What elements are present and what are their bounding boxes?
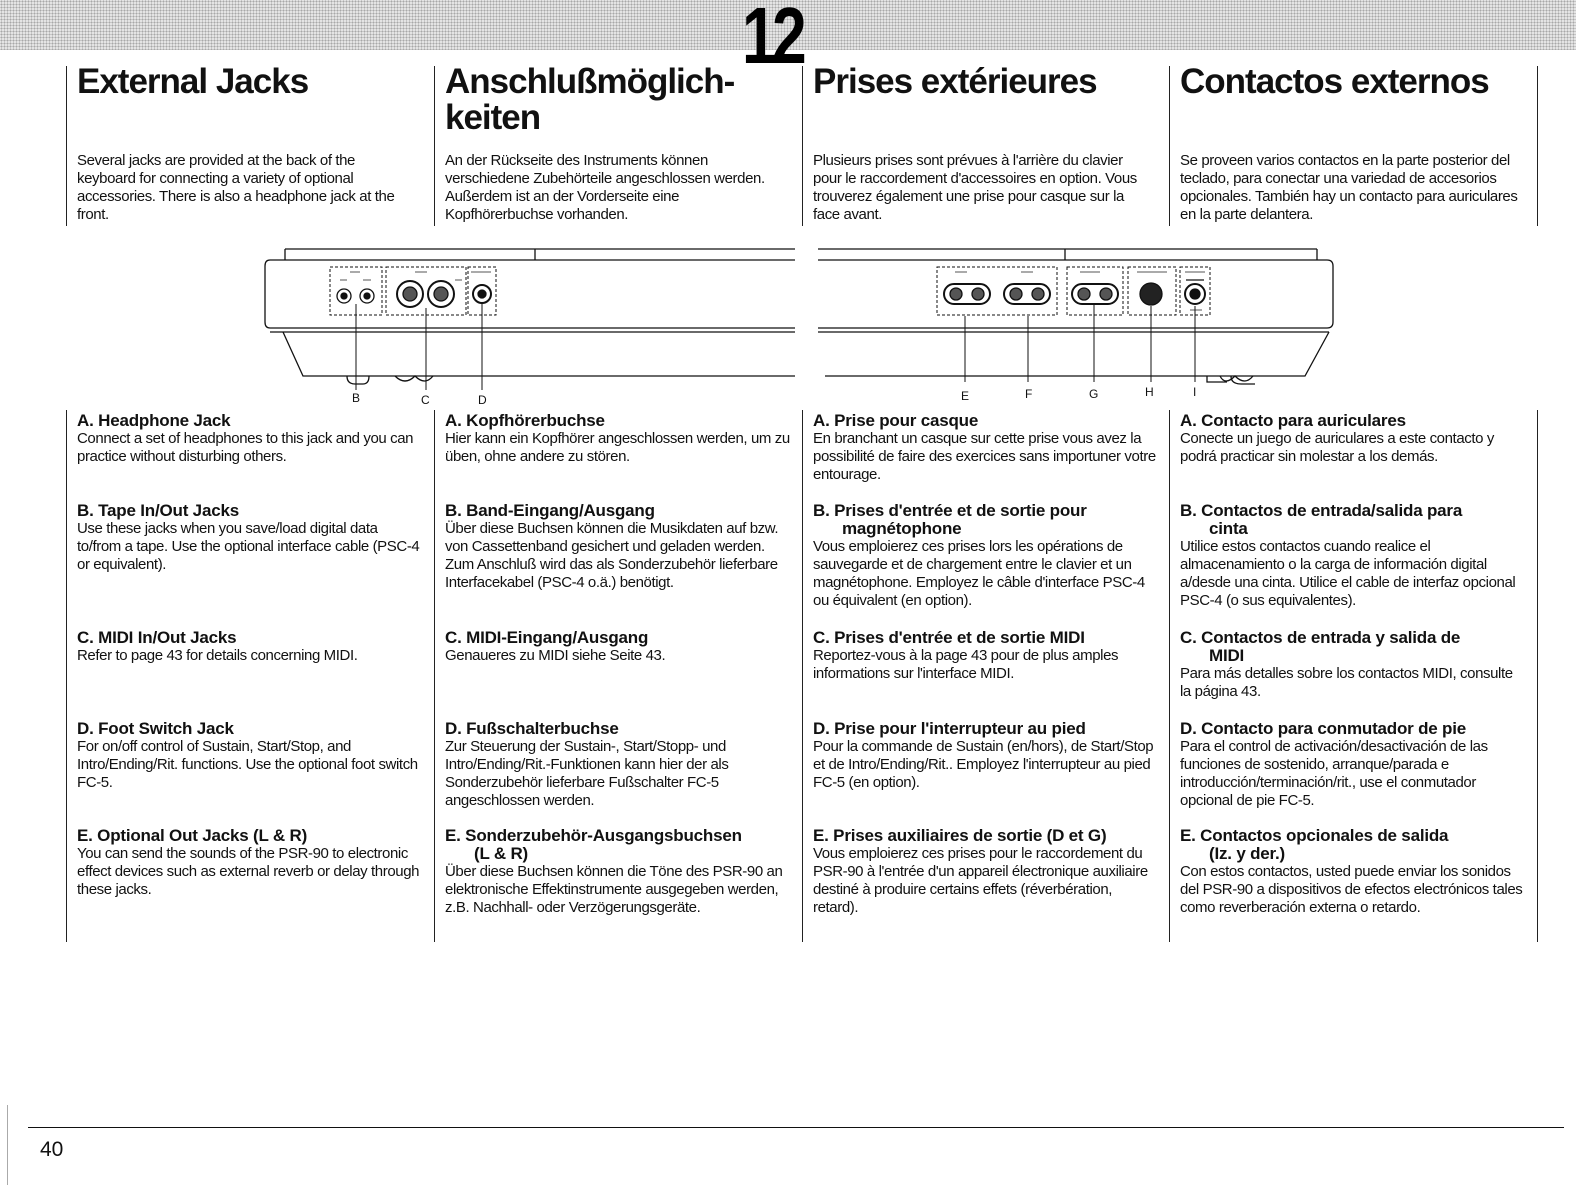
item-heading: A. Kopfhörerbuchse — [445, 411, 605, 430]
item-heading: D. Contacto para conmutador de pie — [1180, 719, 1467, 738]
item-heading: A. Contacto para auriculares — [1180, 411, 1406, 430]
item-heading: E. Sonderzubehör-Ausgangsbuchsen (L & R) — [445, 826, 742, 863]
item-b — [1180, 502, 1525, 610]
item-heading: E. Prises auxiliaires de sortie (D et G) — [813, 826, 1107, 845]
item-a — [445, 412, 790, 466]
diagram-label-d: D — [478, 393, 487, 406]
item-heading: E. Contactos opcionales de salida (Iz. y der.) — [1180, 826, 1449, 863]
footer-rule — [28, 1127, 1564, 1128]
rear-panel-diagram — [255, 236, 1345, 406]
item-text: Utilice estos contactos cuando realice el almacenamiento o la carga de información digital a/desde una cinta. Utilice el cable de interfaz opcional PSC-4 (o sus equivalentes). — [1180, 538, 1516, 609]
diagram-label-i: I — [1193, 385, 1197, 399]
item-text: Zur Steuerung der Sustain-, Start/Stopp- und Intro/Ending/Rit.-Funktionen kann hier der als Sonderzubehör lieferbare Fußschalter FC-5 angeschlossen werden. — [445, 738, 729, 809]
item-heading: B. Band-Eingang/Ausgang — [445, 501, 655, 520]
item-text: Hier kann ein Kopfhörer angeschlossen werden, um zu üben, ohne andere zu stören. — [445, 430, 790, 465]
page-number: 40 — [40, 1138, 64, 1161]
column-rule — [1169, 410, 1170, 942]
item-text: Refer to page 43 for details concerning MIDI. — [77, 647, 358, 664]
item-text: Connect a set of headphones to this jack and you can practice without disturbing others. — [77, 430, 414, 465]
item-a — [1180, 412, 1525, 466]
item-text: Conecte un juego de auriculares a este contacto y podrá practicar sin molestar a los demás. — [1180, 430, 1494, 465]
item-text: Para el control de activación/desactivación de las funciones de sostenido, arranque/parada e introducción/terminación/rit., use el conmutador opcional de pie FC-5. — [1180, 738, 1488, 809]
item-text: Über diese Buchsen können die Musikdaten auf bzw. von Cassettenband gesichert und geladen werden. Zum Anschluß wird das als Sonderzubehör lieferbare Interfacekabel (PSC-4 o.ä.) benötigt. — [445, 520, 779, 591]
item-heading: E. Optional Out Jacks (L & R) — [77, 826, 308, 845]
item-c — [445, 629, 790, 665]
item-text: Reportez-vous à la page 43 pour de plus amples informations sur l'interface MIDI. — [813, 647, 1119, 682]
item-text: Über diese Buchsen können die Töne des PSR-90 an elektronische Effektinstrumente ausgegeben werden, z.B. Nachhall- oder Verzögerungsgeräte. — [445, 863, 783, 916]
item-heading: D. Foot Switch Jack — [77, 719, 234, 738]
diagram-label-b: B — [352, 391, 361, 405]
item-text: Pour la commande de Sustain (en/hors), de Start/Stop et de Intro/Ending/Rit.. Employez l'interrupteur au pied FC-5 (en option). — [813, 738, 1154, 791]
diagram-label-c: C — [421, 393, 430, 406]
item-heading: C. Prises d'entrée et de sortie MIDI — [813, 628, 1085, 647]
item-text: Genaueres zu MIDI siehe Seite 43. — [445, 647, 666, 664]
chapter-number: 12 — [742, 0, 803, 80]
item-text: Para más detalles sobre los contactos MIDI, consulte la página 43. — [1180, 665, 1513, 700]
diagram-label-e: E — [961, 389, 970, 403]
item-heading: B. Tape In/Out Jacks — [77, 501, 239, 520]
column-rule — [802, 410, 803, 942]
section-title: Anschlußmöglich- keiten — [445, 62, 735, 137]
item-heading: C. Contactos de entrada y salida de MIDI — [1180, 628, 1461, 665]
item-heading: C. MIDI-Eingang/Ausgang — [445, 628, 649, 647]
column-french — [802, 62, 1158, 916]
item-c — [1180, 629, 1525, 701]
item-text: En branchant un casque sur cette prise vous avez la possibilité de faire des exercices sans importuner votre entourage. — [813, 430, 1156, 483]
intro-text: An der Rückseite des Instruments können verschiedene Zubehörteile angeschlossen werden. Außerdem ist an der Vorderseite eine Kopfhörerbuchse vorhanden. — [445, 152, 765, 223]
item-text: Use these jacks when you save/load digital data to/from a tape. Use the optional interface cable (PSC-4 or equivalent). — [77, 520, 420, 573]
section-title: Contactos externos — [1180, 62, 1489, 101]
intro-text: Several jacks are provided at the back of the keyboard for connecting a variety of optional accessories. There is also a headphone jack at the front. — [77, 152, 395, 223]
item-text: Vous emploierez ces prises pour le raccordement du PSR-90 à l'entrée d'un appareil électronique auxiliaire destiné à produire certains effets (réverbération, retard). — [813, 845, 1148, 916]
item-d — [445, 720, 790, 810]
item-a — [77, 412, 422, 466]
item-heading: A. Prise pour casque — [813, 411, 979, 430]
item-b — [445, 502, 790, 592]
item-d — [77, 720, 422, 792]
column-rule — [1537, 66, 1538, 226]
margin-rule — [7, 1105, 8, 1185]
column-english — [66, 62, 422, 898]
diagram-label-f: F — [1025, 387, 1033, 401]
item-a — [813, 412, 1158, 484]
item-e — [77, 827, 422, 899]
column-rule — [1537, 410, 1538, 942]
intro-text: Plusieurs prises sont prévues à l'arrière du clavier pour le raccordement d'accessoires en option. Vous trouverez également une prise pour casque sur la face avant. — [813, 152, 1137, 223]
section-title: External Jacks — [77, 62, 309, 101]
item-c — [813, 629, 1158, 683]
column-rule — [434, 410, 435, 942]
item-heading: C. MIDI In/Out Jacks — [77, 628, 237, 647]
item-text: Con estos contactos, usted puede enviar los sonidos del PSR-90 a dispositivos de efectos electrónicos tales como reverberación externa o retardo. — [1180, 863, 1523, 916]
item-b — [77, 502, 422, 574]
column-spanish — [1169, 62, 1525, 916]
item-e — [445, 827, 790, 917]
intro-text: Se proveen varios contactos en la parte posterior del teclado, para conectar una variedad de accesorios opcionales. También hay un contacto para auriculares en la parte delantera. — [1180, 152, 1518, 223]
item-e — [1180, 827, 1525, 917]
item-text: You can send the sounds of the PSR-90 to electronic effect devices such as external reverb or delay through these jacks. — [77, 845, 420, 898]
item-d — [1180, 720, 1525, 810]
section-title: Prises extérieures — [813, 62, 1097, 101]
column-german — [434, 62, 790, 916]
item-heading: B. Contactos de entrada/salida para cinta — [1180, 501, 1463, 538]
item-e — [813, 827, 1158, 917]
column-rule — [66, 410, 67, 942]
item-c — [77, 629, 422, 665]
item-d — [813, 720, 1158, 792]
item-heading: B. Prises d'entrée et de sortie pour magnétophone — [813, 501, 1087, 538]
item-text: Vous emploierez ces prises lors les opérations de sauvegarde et de chargement entre le clavier et un magnétophone. Employez le câble d'interface PSC-4 ou équivalent (en option). — [813, 538, 1145, 609]
diagram-label-h: H — [1145, 385, 1154, 399]
item-heading: D. Prise pour l'interrupteur au pied — [813, 719, 1086, 738]
item-heading: A. Headphone Jack — [77, 411, 231, 430]
item-b — [813, 502, 1158, 610]
item-heading: D. Fußschalterbuchse — [445, 719, 619, 738]
diagram-label-g: G — [1089, 387, 1099, 401]
item-text: For on/off control of Sustain, Start/Stop, and Intro/Ending/Rit. functions. Use the optional foot switch FC-5. — [77, 738, 418, 791]
